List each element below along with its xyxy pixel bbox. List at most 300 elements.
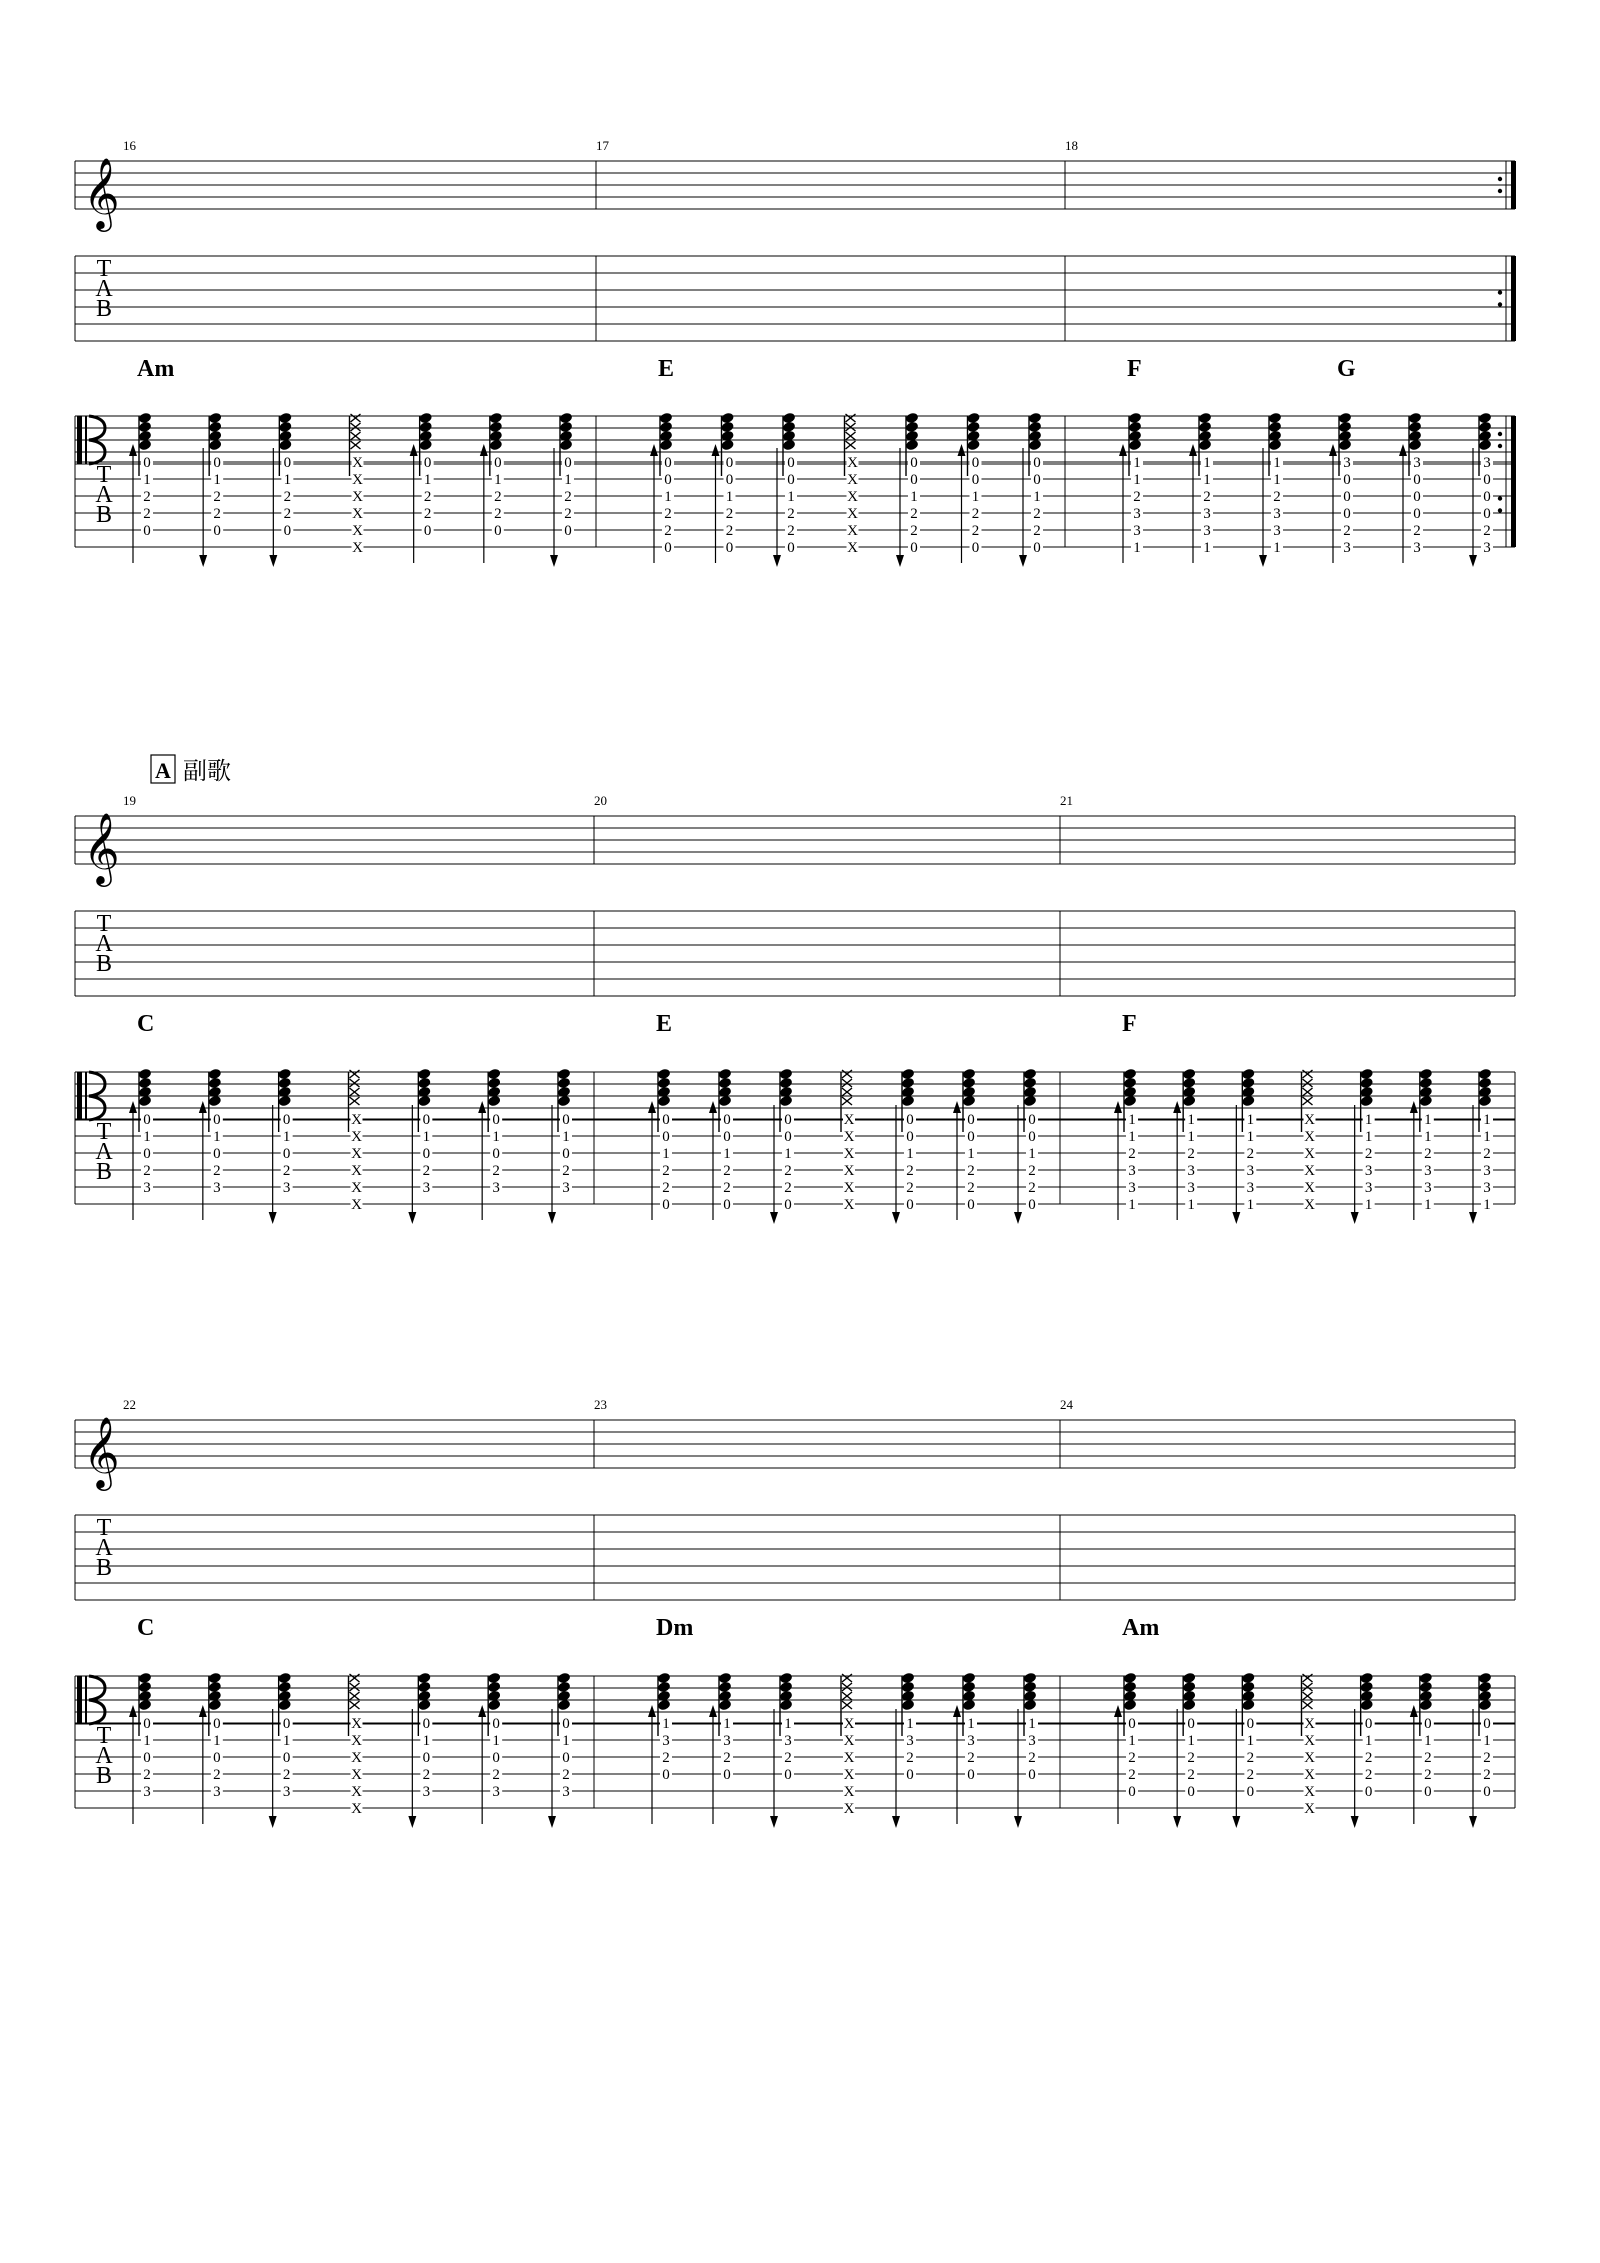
fret-number: 3 (562, 1784, 570, 1800)
clef-bar (77, 1072, 82, 1120)
fret-number: 3 (492, 1180, 500, 1196)
arrow-down-icon (548, 1816, 556, 1828)
fret-number: 3 (1028, 1733, 1036, 1749)
arrow-up-icon (953, 1705, 961, 1717)
fret-number: 2 (967, 1180, 975, 1196)
strum-beat (550, 412, 574, 567)
fret-number: 2 (143, 1163, 151, 1179)
note-head (487, 1095, 501, 1108)
fret-number: 2 (1203, 489, 1211, 505)
fret-number: 0 (910, 472, 918, 488)
fret-number: 2 (784, 1163, 792, 1179)
fret-number: 0 (723, 1767, 731, 1783)
fret-number: 2 (1028, 1180, 1036, 1196)
fret-number: 0 (723, 1197, 731, 1213)
fret-number: 3 (492, 1784, 500, 1800)
fret-number: 3 (1343, 455, 1351, 471)
strum-beat (841, 1070, 855, 1213)
strum-beat (1302, 1674, 1316, 1817)
arrow-down-icon (1351, 1212, 1359, 1224)
fret-number: 3 (562, 1180, 570, 1196)
fret-number: 2 (1246, 1767, 1255, 1783)
fret-number: 0 (725, 540, 734, 556)
fret-number: X (351, 1801, 362, 1817)
fret-number: 2 (967, 1163, 975, 1179)
rehearsal-letter: A (155, 758, 171, 783)
fret-number: 0 (143, 455, 151, 471)
fret-number: 2 (1028, 1163, 1036, 1179)
fret-number: 2 (1483, 1767, 1491, 1783)
fret-number: 0 (422, 1716, 431, 1732)
note-head (418, 439, 432, 452)
fret-number: 0 (787, 540, 795, 556)
strum-beat (349, 1674, 363, 1817)
note-head (138, 1699, 152, 1712)
fret-number: 0 (662, 1197, 670, 1213)
strum-beat (548, 1672, 572, 1828)
fret-number: 2 (662, 1163, 670, 1179)
note-head (208, 439, 222, 452)
treble-clef-icon: 𝄞 (83, 815, 120, 883)
fret-number: 0 (1343, 489, 1351, 505)
fret-number: 0 (1483, 1784, 1491, 1800)
fret-number: 2 (564, 489, 572, 505)
score-system (75, 138, 1516, 567)
chord-name: E (658, 356, 675, 382)
fret-number: 0 (1128, 1716, 1136, 1732)
strum-beat (953, 1068, 977, 1220)
strum-beat (548, 1068, 572, 1224)
arrow-up-icon (1410, 1705, 1418, 1717)
strum-beat (1014, 1672, 1038, 1828)
fret-number: 2 (143, 489, 151, 505)
arrow-up-icon (129, 1705, 137, 1717)
arrow-down-icon (770, 1212, 778, 1224)
arrow-up-icon (1119, 444, 1127, 456)
arrow-down-icon (1469, 1212, 1477, 1224)
chord-name: Am (137, 356, 175, 382)
fret-number: 0 (213, 455, 221, 471)
note-head (1478, 1699, 1492, 1712)
fret-number: 1 (564, 472, 572, 488)
fret-number: X (351, 1180, 362, 1196)
note-head (1182, 1095, 1196, 1108)
arrow-up-icon (199, 1101, 207, 1113)
tab-clef-letter: T (96, 462, 112, 488)
strum-beat (1014, 1068, 1038, 1224)
fret-number: 2 (971, 523, 980, 539)
arrow-up-icon (478, 1705, 486, 1717)
fret-number: 1 (1424, 1129, 1432, 1145)
repeat-dot (1498, 496, 1502, 500)
fret-number: 0 (725, 455, 734, 471)
fret-number: 1 (1424, 1197, 1432, 1213)
fret-number: 2 (1364, 1767, 1373, 1783)
fret-number: 1 (143, 1733, 151, 1749)
fret-number: 2 (1483, 1146, 1491, 1162)
strum-beat (1469, 412, 1493, 567)
fret-number: 2 (423, 506, 432, 522)
fret-number: X (847, 506, 858, 522)
fret-number: 3 (1273, 523, 1281, 539)
fret-number: 3 (1413, 455, 1421, 471)
fret-number: 3 (422, 1784, 431, 1800)
fret-number: 2 (664, 506, 672, 522)
fret-number: 0 (213, 1112, 221, 1128)
empty-tab-staff (75, 256, 1515, 341)
fret-number: 0 (787, 455, 795, 471)
fret-number: X (351, 1784, 362, 1800)
fret-number: 2 (562, 1163, 570, 1179)
tab-clef-letter: B (95, 502, 113, 528)
fret-number: 3 (723, 1733, 731, 1749)
arrow-up-icon (478, 1101, 486, 1113)
measure-number: 22 (123, 1397, 136, 1412)
fret-number: 3 (784, 1733, 792, 1749)
fret-number: 1 (1033, 489, 1041, 505)
fret-number: 2 (723, 1180, 731, 1196)
fret-number: X (351, 1112, 362, 1128)
fret-number: X (1304, 1146, 1315, 1162)
fret-number: 0 (143, 1750, 151, 1766)
fret-number: 0 (562, 1146, 570, 1162)
fret-number: 2 (1364, 1146, 1373, 1162)
arrow-up-icon (648, 1705, 656, 1717)
fret-number: 0 (967, 1112, 975, 1128)
strum-beat (1351, 1068, 1375, 1224)
fret-number: 1 (143, 1129, 151, 1145)
fret-number: 2 (283, 489, 292, 505)
fret-number: 2 (787, 523, 795, 539)
fret-number: 1 (1187, 1129, 1195, 1145)
fret-number: 3 (1187, 1180, 1195, 1196)
fret-number: 3 (1413, 540, 1421, 556)
arrow-up-icon (129, 444, 137, 456)
fret-number: 2 (1133, 489, 1141, 505)
fret-number: 3 (1273, 506, 1281, 522)
fret-number: 0 (564, 455, 572, 471)
arrow-down-icon (269, 1212, 277, 1224)
strum-beat (129, 1068, 153, 1220)
fret-number: 2 (906, 1163, 914, 1179)
fret-number: 3 (1483, 1180, 1491, 1196)
fret-number: 0 (787, 472, 795, 488)
fret-number: 0 (143, 1146, 151, 1162)
fret-number: X (843, 1716, 855, 1732)
note-head (779, 1095, 793, 1108)
fret-number: 3 (1203, 506, 1211, 522)
fret-number: 0 (494, 523, 502, 539)
clef-bar (77, 1676, 82, 1724)
fret-number: 0 (562, 1750, 570, 1766)
note-head (1268, 439, 1282, 452)
fret-number: 3 (1187, 1163, 1195, 1179)
arrow-down-icon (892, 1212, 900, 1224)
fret-number: 2 (1483, 523, 1491, 539)
note-head (657, 1095, 671, 1108)
fret-number: X (1304, 1733, 1315, 1749)
fret-number: 2 (492, 1163, 500, 1179)
repeat-dot (1498, 177, 1502, 181)
note-head (718, 1699, 732, 1712)
strum-beat (770, 1068, 794, 1224)
fret-number: 2 (1413, 523, 1421, 539)
fret-number: 0 (492, 1750, 500, 1766)
fret-number: 0 (971, 540, 980, 556)
tab-clef (95, 911, 113, 977)
fret-number: X (1304, 1112, 1315, 1128)
fret-number: 1 (492, 1733, 500, 1749)
strum-beat (770, 1672, 794, 1828)
fret-number: 1 (1203, 455, 1211, 471)
note-head (782, 439, 796, 452)
tab-clef (95, 256, 113, 322)
fret-number: 2 (784, 1750, 792, 1766)
fret-number: 3 (1483, 1163, 1491, 1179)
fret-number: 1 (213, 472, 221, 488)
fret-number: 2 (910, 523, 918, 539)
fret-number: 2 (213, 489, 221, 505)
fret-number: 0 (1028, 1767, 1036, 1783)
fret-number: 2 (1028, 1750, 1036, 1766)
fret-number: 1 (1364, 1129, 1373, 1145)
fret-number: 0 (1028, 1129, 1036, 1145)
strum-beat (199, 412, 223, 567)
fret-number: 3 (1424, 1180, 1432, 1196)
arrow-up-icon (1173, 1101, 1181, 1113)
fret-number: 3 (143, 1784, 151, 1800)
strum-beat (410, 412, 434, 563)
arrow-up-icon (199, 1705, 207, 1717)
fret-number: 0 (1483, 506, 1491, 522)
arrow-down-icon (548, 1212, 556, 1224)
note-head (1478, 1095, 1492, 1108)
strum-beat (953, 1672, 977, 1824)
fret-number: 1 (1246, 1112, 1255, 1128)
fret-number: 2 (562, 1767, 570, 1783)
tab-clef-letter: A (95, 482, 113, 508)
strum-beat (129, 412, 153, 563)
final-barline-thick (1511, 161, 1516, 209)
fret-number: 0 (1413, 506, 1421, 522)
fret-number: 2 (1483, 1750, 1491, 1766)
strum-beat (1019, 412, 1043, 567)
fret-number: 1 (283, 472, 292, 488)
note-head (487, 1699, 501, 1712)
note-head (1241, 1095, 1255, 1108)
fret-number: 2 (564, 506, 572, 522)
tab-clef-letter: A (95, 1743, 113, 1769)
fret-number: X (351, 1163, 362, 1179)
arrow-up-icon (709, 1101, 717, 1113)
fret-number: 1 (1128, 1112, 1136, 1128)
arrow-down-icon (1173, 1816, 1181, 1828)
note-head (417, 1095, 431, 1108)
fret-number: X (843, 1163, 855, 1179)
fret-number: 3 (1343, 540, 1351, 556)
fret-number: 2 (492, 1767, 500, 1783)
fret-number: 1 (562, 1733, 570, 1749)
fret-number: X (352, 489, 363, 505)
fret-number: X (351, 1197, 362, 1213)
fret-number: 2 (1246, 1750, 1255, 1766)
arrow-up-icon (648, 1101, 656, 1113)
note-head (489, 439, 503, 452)
note-head (417, 1699, 431, 1712)
note-head (1338, 439, 1352, 452)
fret-number: 0 (906, 1129, 914, 1145)
fret-number: 1 (1483, 1129, 1491, 1145)
arrow-up-icon (953, 1101, 961, 1113)
fret-number: 3 (422, 1180, 431, 1196)
fret-number: 3 (1128, 1180, 1136, 1196)
fret-number: 1 (723, 1716, 731, 1732)
fret-number: 2 (1033, 506, 1041, 522)
measure-number: 17 (596, 138, 609, 153)
strum-beat (1173, 1672, 1197, 1828)
strum-beat (712, 412, 736, 563)
score-system (75, 793, 1515, 1224)
arrow-down-icon (408, 1816, 416, 1828)
note-head (659, 439, 673, 452)
note-head (1123, 1095, 1137, 1108)
chord-name: C (137, 1011, 155, 1037)
strum-beat (773, 412, 797, 567)
fret-number: 0 (662, 1112, 670, 1128)
fret-number: 1 (1364, 1733, 1373, 1749)
note-head (1359, 1699, 1373, 1712)
fret-number: 3 (1133, 523, 1141, 539)
strum-beat (1114, 1672, 1138, 1824)
fret-number: 2 (662, 1180, 670, 1196)
tab-clef-letter: A (95, 1139, 113, 1165)
strum-beat (478, 1068, 502, 1220)
fret-number: 1 (725, 489, 734, 505)
fret-number: 0 (494, 455, 502, 471)
fret-number: 3 (662, 1733, 670, 1749)
fret-number: X (1304, 1716, 1315, 1732)
note-head (905, 439, 919, 452)
tab-clef-letter: B (95, 951, 113, 977)
tab-clef-letter: B (95, 1159, 113, 1185)
fret-number: 0 (562, 1716, 570, 1732)
fret-number: 0 (910, 540, 918, 556)
fret-number: 0 (423, 523, 432, 539)
fret-number: 2 (1424, 1146, 1432, 1162)
fret-number: 2 (494, 506, 502, 522)
fret-number: 0 (1424, 1716, 1432, 1732)
tab-clef-letter: A (95, 1535, 113, 1561)
fret-number: 0 (422, 1112, 431, 1128)
note-head (1241, 1699, 1255, 1712)
fret-number: 1 (1273, 472, 1281, 488)
fret-number: 3 (1364, 1180, 1373, 1196)
strum-beat (350, 414, 364, 556)
fret-number: 1 (1128, 1197, 1136, 1213)
tab-clef-letter: A (95, 276, 113, 302)
fret-number: X (1304, 1767, 1315, 1783)
fret-number: 0 (282, 1112, 291, 1128)
fret-number: 1 (422, 1733, 431, 1749)
fret-number: 1 (282, 1733, 291, 1749)
fret-number: 0 (1187, 1784, 1195, 1800)
fret-number: 2 (1033, 523, 1041, 539)
fret-number: 1 (1128, 1733, 1136, 1749)
arrow-down-icon (1232, 1212, 1240, 1224)
clef-bar (77, 416, 82, 464)
tab-clef (95, 1515, 113, 1581)
fret-number: 2 (282, 1163, 291, 1179)
note-head (720, 439, 734, 452)
repeat-dot (1498, 444, 1502, 448)
fret-number: 0 (910, 455, 918, 471)
score-system (75, 1397, 1515, 1828)
fret-number: 3 (1133, 506, 1141, 522)
fret-number: 1 (967, 1716, 975, 1732)
note-head (277, 1699, 291, 1712)
fret-number: 1 (906, 1716, 914, 1732)
fret-number: 2 (283, 506, 292, 522)
fret-number: X (843, 1784, 855, 1800)
fret-number: 2 (143, 1767, 151, 1783)
strum-beat (1189, 412, 1213, 563)
fret-number: 1 (910, 489, 918, 505)
tab-clef-letter: B (95, 296, 113, 322)
arrow-up-icon (709, 1705, 717, 1717)
strum-beat (1232, 1672, 1256, 1828)
fret-number: 0 (1364, 1784, 1373, 1800)
section-title: 副歌 (183, 759, 231, 785)
strum-beat (269, 1068, 293, 1224)
fret-number: 1 (562, 1129, 570, 1145)
measure-number: 16 (123, 138, 136, 153)
fret-number: 0 (1424, 1784, 1432, 1800)
fret-number: 1 (967, 1146, 975, 1162)
fret-number: 0 (664, 472, 672, 488)
fret-number: 1 (662, 1716, 670, 1732)
fret-number: 0 (143, 523, 151, 539)
strum-beat (650, 412, 674, 563)
tab-clef-letter: T (96, 1723, 112, 1749)
tab-clef-letter: B (95, 1763, 113, 1789)
fret-number: 2 (971, 506, 980, 522)
fret-number: 1 (1483, 1112, 1491, 1128)
fret-number: 1 (1187, 1197, 1195, 1213)
score-content (75, 138, 1516, 1828)
fret-number: 2 (906, 1750, 914, 1766)
chord-name: Dm (656, 1615, 694, 1641)
note-head (557, 1095, 571, 1108)
arrow-down-icon (1019, 555, 1027, 567)
fret-number: 0 (1028, 1112, 1036, 1128)
fret-number: X (1304, 1197, 1315, 1213)
fret-number: 1 (664, 489, 672, 505)
fret-number: 3 (1364, 1163, 1373, 1179)
fret-number: 1 (1364, 1112, 1373, 1128)
note-head (138, 1095, 152, 1108)
fret-number: 0 (784, 1197, 792, 1213)
fret-number: 2 (422, 1767, 431, 1783)
fret-number: 1 (1246, 1733, 1255, 1749)
fret-number: 1 (784, 1146, 792, 1162)
chord-name: G (1337, 356, 1356, 382)
fret-number: X (843, 1129, 855, 1145)
fret-number: 0 (725, 472, 734, 488)
fret-number: 3 (1424, 1163, 1432, 1179)
strum-beat (1114, 1068, 1138, 1220)
fret-number: 1 (906, 1146, 914, 1162)
strum-beat (478, 1672, 502, 1824)
